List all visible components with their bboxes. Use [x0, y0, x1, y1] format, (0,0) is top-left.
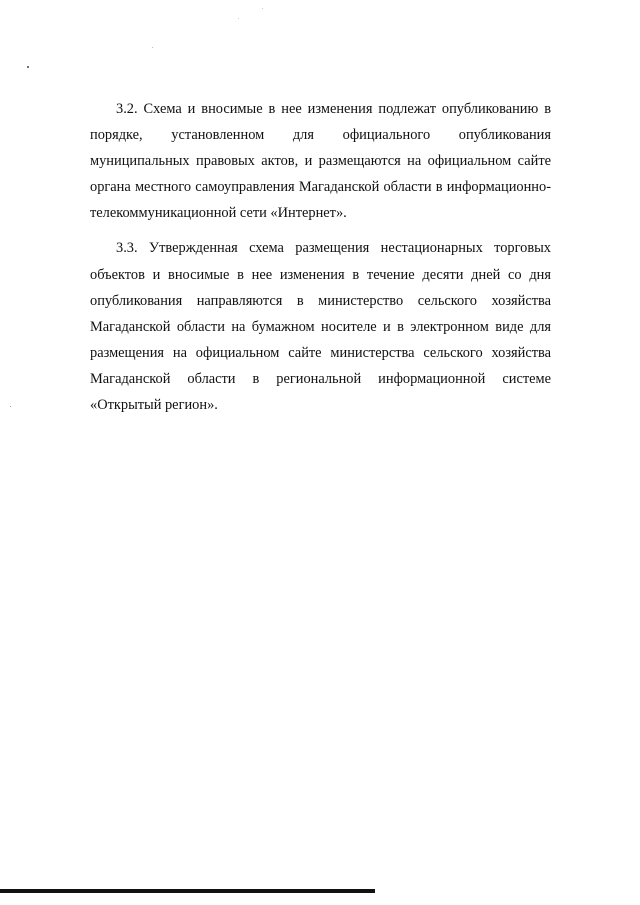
scan-artifact-dot	[152, 47, 153, 48]
scan-artifact-dot	[10, 406, 11, 407]
bottom-scan-edge-line	[0, 889, 375, 893]
scan-artifact-dot	[238, 18, 239, 19]
paragraph-3-3: 3.3. Утвержденная схема размещения нестационарных торговых объектов и вносимые в нее изменения в течение десяти дней со дня опубликования направляются в министерство сельского хозяйства Магаданской области на бумажном носителе и в электронном виде для размещения на официальном сайте министерства сельского хозяйства Магаданской области в региональной информационной системе «Открытый регион».	[90, 240, 551, 414]
paragraph-3-2: 3.2. Схема и вносимые в нее изменения подлежат опубликованию в порядке, установленном для официального опубликования муниципальных правовых актов, и размещаются на официальном сайте органа местного самоуправления Магаданской области в информационно-телекоммуникационной сети «Интернет».	[90, 101, 551, 222]
scan-artifact-dot	[262, 8, 263, 9]
document-body	[90, 96, 551, 418]
scan-artifact-dot	[27, 66, 29, 68]
